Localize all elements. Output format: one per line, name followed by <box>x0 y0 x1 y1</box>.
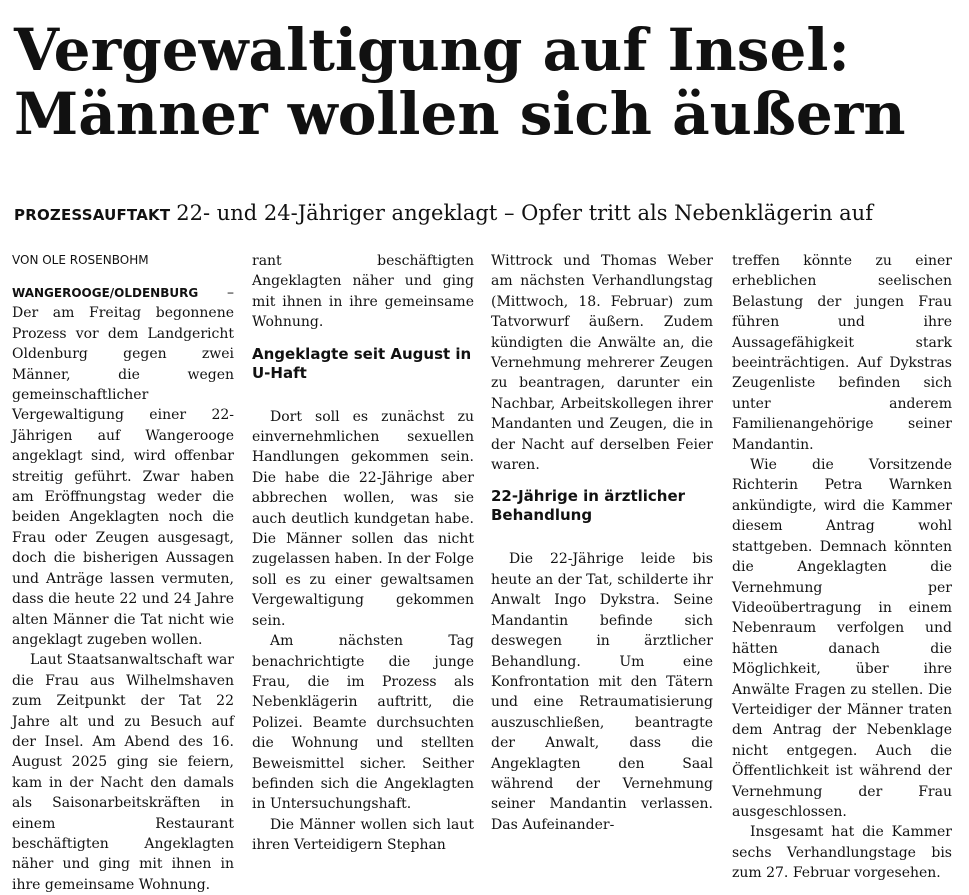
paragraph-2: Laut Staatsanwaltschaft war die Frau aus Wilhelmshaven zum Zeitpunkt der Tat 22 Jahre alt und zu Besuch auf der Insel. Am Abend des 16. August 2025 ging sie feiern, kam in der Nacht den damals als Saisonarbeitskräften in einem Restaurant beschäftigten Angeklagten näher und ging mit ihnen in ihre gemeinsame Wohnung. <box>12 652 234 893</box>
byline: VON OLE ROSENBOHM <box>12 253 149 267</box>
paragraph-6: Die 22-Jährige leide bis heute an der Tat, schilderte ihr Anwalt Ingo Dykstra. Seine Mandantin befinde sich deswegen in ärztlicher Behandlung. Um eine Konfrontation mit den Tätern und eine Retraumatisierung auszuschließen, beantragte der Anwalt, dass die Angeklagten den Saal während der Vernehmung seiner Mandantin verlassen. Das Aufeinander- <box>491 551 713 833</box>
paragraph-1 <box>12 283 234 650</box>
paragraph-7: Wie die Vorsitzende Richterin Petra Warnken ankündigte, wird die Kammer diesem Antrag wohl stattgeben. Demnach könnten die Angeklagten die Vernehmung per Videoübertragung in einem Nebenraum verfolgen und hätten danach die Möglichkeit, über ihre Anwälte Fragen zu stellen. Die Verteidiger der Männer traten dem Antrag der Nebenklage nicht entgegen. Auch die Öffentlichkeit ist während der Vernehmung der Frau ausgeschlossen. <box>732 457 952 820</box>
column-3 <box>491 251 713 833</box>
crosshead-2: 22-Jährige in ärztlicher Behandlung <box>491 487 686 525</box>
headline-line-1: Vergewaltigung auf Insel: <box>14 16 850 84</box>
crosshead-1: Angeklagte seit August in U-Haft <box>252 344 472 382</box>
paragraph-2-continued: rant beschäftigten Angeklagten näher und ging mit ihnen in ihre gemeinsame Wohnung. <box>252 253 474 331</box>
headline <box>14 18 959 146</box>
subheadline <box>14 201 959 225</box>
paragraph-4: Am nächsten Tag benachrichtigte die junge Frau, die im Prozess als Nebenklägerin auftritt, die Polizei. Beamte durchsuchten die Wohnung und stellten Beweismittel sicher. Seither befinden sich die Angeklagten in Untersuchungshaft. <box>252 633 474 813</box>
paragraph-8: Insgesamt hat die Kammer sechs Verhandlungstage bis zum 27. Februar vorgesehen. <box>732 824 952 882</box>
column-4 <box>732 251 952 882</box>
paragraph-5-continued: Wittrock und Thomas Weber am nächsten Verhandlungstag (Mittwoch, 18. Februar) zum Tatvorwurf äußern. Zudem kündigten die Anwälte an, die Vernehmung mehrerer Zeugen zu beantragen, darunter ein Nachbar, Arbeitskollegen ihrer Mandanten und Zeugen, die in der Nacht auf derselben Feier waren. <box>491 253 713 474</box>
dateline: WANGEROOGE/OLDENBURG <box>12 286 199 300</box>
paragraph-6-continued: treffen könnte zu einer erheblichen seelischen Belastung der jungen Frau führen und ihre Aussagefähigkeit stark beeinträchtigen. Auf Dykstras Zeugenliste befinden sich unter anderem Familienangehörige seiner Mandantin. <box>732 253 952 453</box>
paragraph-1-text: – Der am Freitag begonnene Prozess vor dem Landgericht Oldenburg gegen zwei Männer, die wegen gemeinschaftlicher Vergewaltigung einer 22-Jährigen auf Wangerooge angeklagt sind, wird offenbar streitig geführt. Zwar haben am Eröffnungstag weder die beiden Angeklagten noch die Frau oder Zeugen ausgesagt, doch die bisherigen Aussagen und Anträge lassen vermuten, dass die heute 22 und 24 Jahre alten Männer die Tat nicht wie angeklagt zugeben wollen. <box>12 285 234 648</box>
subheadline-text: 22- und 24-Jähriger angeklagt – Opfer tritt als Nebenklägerin auf <box>176 201 873 225</box>
paragraph-5: Die Männer wollen sich laut ihren Verteidigern Stephan <box>252 816 474 854</box>
kicker: PROZESSAUFTAKT <box>14 206 171 224</box>
headline-line-2: Männer wollen sich äußern <box>14 80 906 148</box>
column-2 <box>252 251 474 854</box>
column-1 <box>12 251 234 893</box>
paragraph-3: Dort soll es zunächst zu einvernehmlichen sexuellen Handlungen gekommen sein. Die habe die 22-Jährige aber abbrechen wollen, was sie auch deutlich kundgetan habe. Die Männer sollen das nicht zugelassen haben. In der Folge soll es zu einer gewaltsamen Vergewaltigung gekommen sein. <box>252 408 474 629</box>
